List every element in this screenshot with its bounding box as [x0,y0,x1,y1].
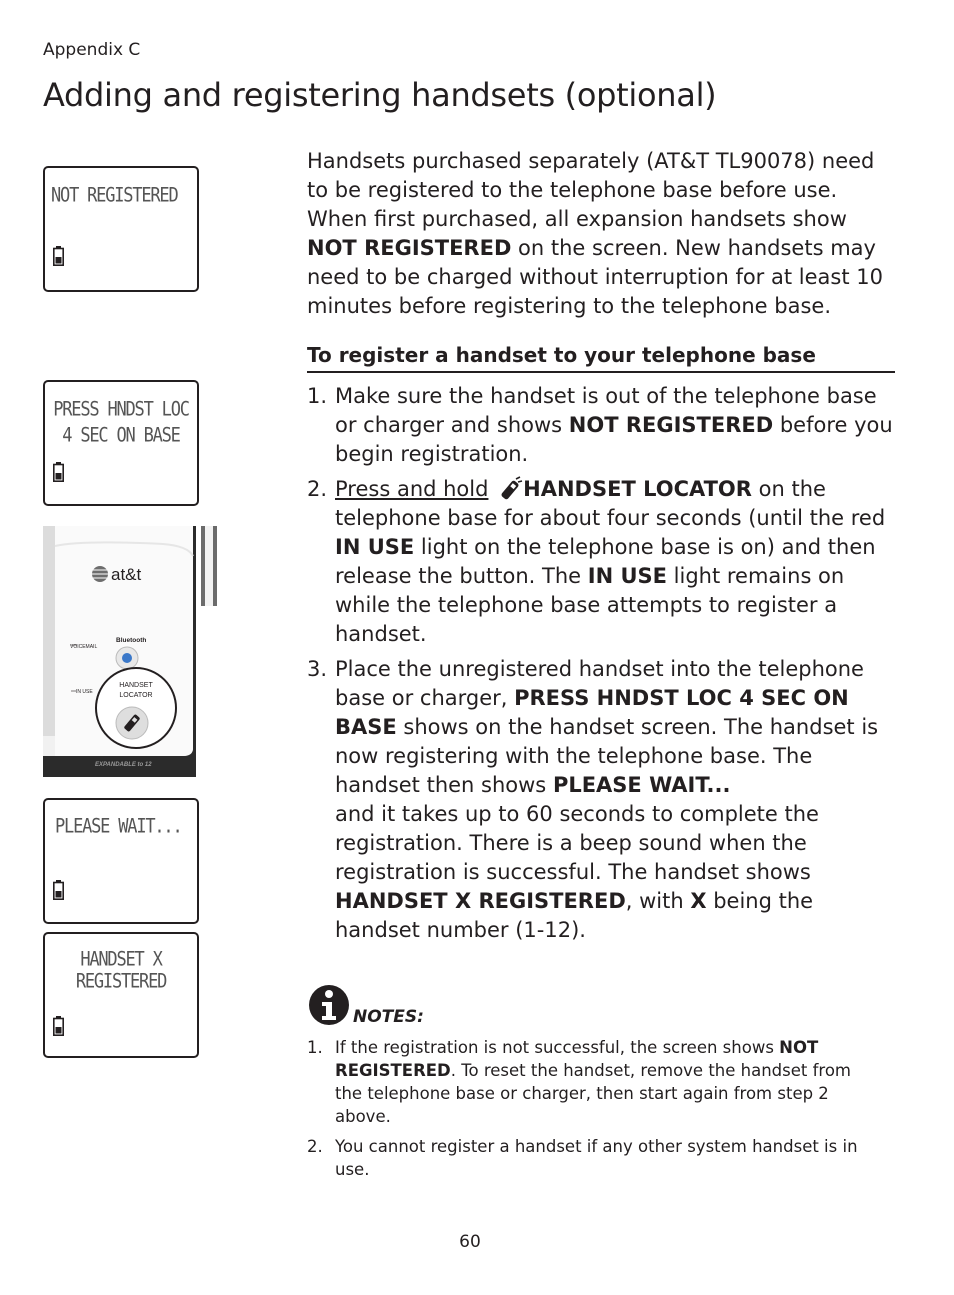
bluetooth-label: Bluetooth [116,637,147,644]
page-number: 60 [459,1232,481,1252]
note-number: 1. [307,1038,323,1057]
step-2: 2. Press and hold HANDSET LOCATOR on the telephone base for about four seconds (until the red IN USE light on the telephone base is on) and then release the button. The IN USE light remains on while the telephone base attempts to register a handset. [307,477,886,646]
step-number: 2. [307,477,328,501]
telephone-base-illustration [43,526,221,778]
in-use-label: IN USE [76,689,93,695]
lcd-line: REGISTERED [75,970,167,994]
locator-label-line1: HANDSET [119,682,153,689]
section-label: Appendix C [43,40,141,60]
lcd-line: HANDSET X [80,948,162,972]
note-number: 2. [307,1137,323,1156]
procedure-heading: To register a handset to your telephone base [307,342,895,373]
lcd-screen-please-wait [43,798,199,924]
intro-paragraph: Handsets purchased separately (AT&T TL90078) need to be registered to the telephone base before use. When first purchased, all expansion handsets show NOT REGISTERED on the screen. New handsets may need to be charged without interruption for at least 10 minutes before registering to the telephone base. [307,149,883,318]
brand-logo: at&t [111,565,142,584]
lcd-line: 4 SEC ON BASE [62,424,180,448]
expandable-label: EXPANDABLE to 12 [95,762,152,768]
battery-icon [53,1016,64,1036]
lcd-screen-handset-registered [43,932,199,1058]
notes-label: NOTES: [353,1007,424,1027]
step-3: 3. Place the unregistered handset into the telephone base or charger, PRESS HNDST LOC 4 SEC ON BASE shows on the handset screen. The handset is now registering with the telephone base. The handset then shows PLEASE WAIT... and it takes up to 60 seconds to complete the registration. There is a beep sound when the registration is successful. The handset shows HANDSET X REGISTERED, with X being the handset number (1-12). [307,657,879,942]
lcd-line: NOT REGISTERED [51,184,178,208]
handset-locator-icon [499,476,523,500]
note-1: 1. If the registration is not successful, the screen shows NOT REGISTERED. To reset the handset, remove the handset from the telephone base or charger, then start again from step 2 above. [307,1038,852,1126]
step-number: 3. [307,657,328,681]
lcd-line: PLEASE WAIT... [55,815,182,839]
lcd-screen-not-registered [43,166,199,292]
locator-label-line2: LOCATOR [119,692,153,699]
note-2: 2. You cannot register a handset if any other system handset is in use. [307,1137,858,1179]
page-title: Adding and registering handsets (optional) [43,76,717,114]
voicemail-label: VOICEMAIL [70,644,98,650]
battery-icon [53,462,64,482]
bluetooth-icon [122,653,132,663]
battery-icon [53,246,64,266]
battery-icon [53,880,64,900]
info-icon [307,983,351,1027]
lcd-screen-press-hndst-loc [43,380,199,506]
step-number: 1. [307,384,328,408]
step-1: 1. Make sure the handset is out of the telephone base or charger and shows NOT REGISTERED before you begin registration. [307,384,893,466]
lcd-line: PRESS HNDST LOC [53,398,189,422]
